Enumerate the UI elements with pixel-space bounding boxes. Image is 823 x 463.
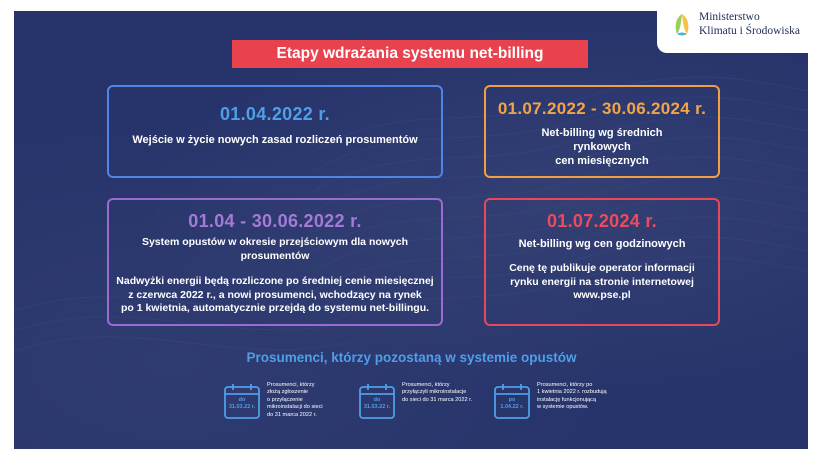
stage-date: 01.04.2022 r. <box>219 104 330 124</box>
stage-date: 01.04 - 30.06.2022 r. <box>188 211 362 231</box>
page-title: Etapy wdrażania systemu net-billing <box>232 40 588 68</box>
stage-text: Wejście w życie nowych zasad rozliczeń prosumentów <box>132 134 418 146</box>
stage-text-line: po 1 kwietnia, automatycznie przejdą do systemu net-billingu. <box>120 302 430 314</box>
calendar-desc-line: złożą zgłoszenie <box>267 389 309 396</box>
stage-text: Net-billing wg cen godzinowych <box>518 238 686 250</box>
calendar-desc-line: 1 kwietnia 2022 r. rozbudują <box>537 389 607 396</box>
calendar-desc-line: instalację funkcjonującą <box>537 396 597 403</box>
stage-card-transition <box>107 198 443 326</box>
stage-date: 01.07.2022 - 30.06.2024 r. <box>497 99 707 118</box>
stage-text-line: Net-billing wg średnich <box>541 127 663 139</box>
stage-text-line: Cenę tę publikuje operator informacji <box>509 262 695 274</box>
calendar-desc-line: do 31 marca 2022 r. <box>267 411 317 418</box>
ministry-name <box>699 10 800 38</box>
ministry-logo <box>657 0 823 53</box>
stage-text-line: www.pse.pl <box>573 289 631 301</box>
stage-text-line: rynkowych <box>573 141 631 153</box>
calendar-desc-line: w systemie opustów. <box>537 404 589 411</box>
calendar-desc-line: mikroinstalacji do sieci <box>267 404 323 411</box>
calendar-label-line: do <box>238 397 246 403</box>
calendar-label-line: 1.04.22 r. <box>500 404 524 410</box>
ministry-logo-icon <box>671 12 693 38</box>
calendar-label-line: po <box>508 397 516 403</box>
calendar-desc-line: Prosumenci, którzy po <box>537 382 593 388</box>
ministry-name-line: Ministerstwo <box>699 11 760 23</box>
stage-paragraph <box>486 262 718 303</box>
calendar-label-line: 31.03.22 r. <box>363 404 391 410</box>
stage-card-2022-04 <box>107 85 443 178</box>
infographic-canvas <box>14 11 808 449</box>
stage-text-line: rynku energii na stronie internetowej <box>510 275 694 288</box>
calendar-desc-line: przyłączyli mikroinstalacje <box>402 389 467 396</box>
stage-card-2024-07 <box>484 198 720 326</box>
stage-text <box>486 126 718 168</box>
calendar-label <box>358 397 396 411</box>
stage-card-2022-07 <box>484 85 720 178</box>
calendar-desc-line: do sieci do 31 marca 2022 r. <box>402 396 473 403</box>
calendar-label <box>223 397 261 411</box>
calendar-label <box>493 397 531 411</box>
ministry-name-line: Klimatu i Środowiska <box>699 25 800 37</box>
calendar-label-line: 31.03.22 r. <box>228 404 256 410</box>
stage-text: System opustów w okresie przejściowym dla nowych prosumentów <box>141 236 409 262</box>
stage-text-line: Nadwyżki energii będą rozliczone po średniej cenie miesięcznej <box>116 275 434 287</box>
calendar-desc-line: Prosumenci, którzy <box>402 382 450 388</box>
calendar-label-line: do <box>373 397 381 403</box>
section-subtitle: Prosumenci, którzy pozostaną w systemie opustów <box>246 350 577 365</box>
calendar-desc-line: o przyłączenie <box>267 396 303 403</box>
stage-text-line: cen miesięcznych <box>555 155 649 167</box>
stage-text-line: z czerwca 2022 r., a nowi prosumenci, wchodzący na rynek <box>128 288 422 301</box>
calendar-description <box>537 382 647 412</box>
stage-date: 01.07.2024 r. <box>546 211 657 231</box>
stage-paragraph <box>109 275 441 316</box>
calendar-desc-line: Prosumenci, którzy <box>267 382 315 388</box>
